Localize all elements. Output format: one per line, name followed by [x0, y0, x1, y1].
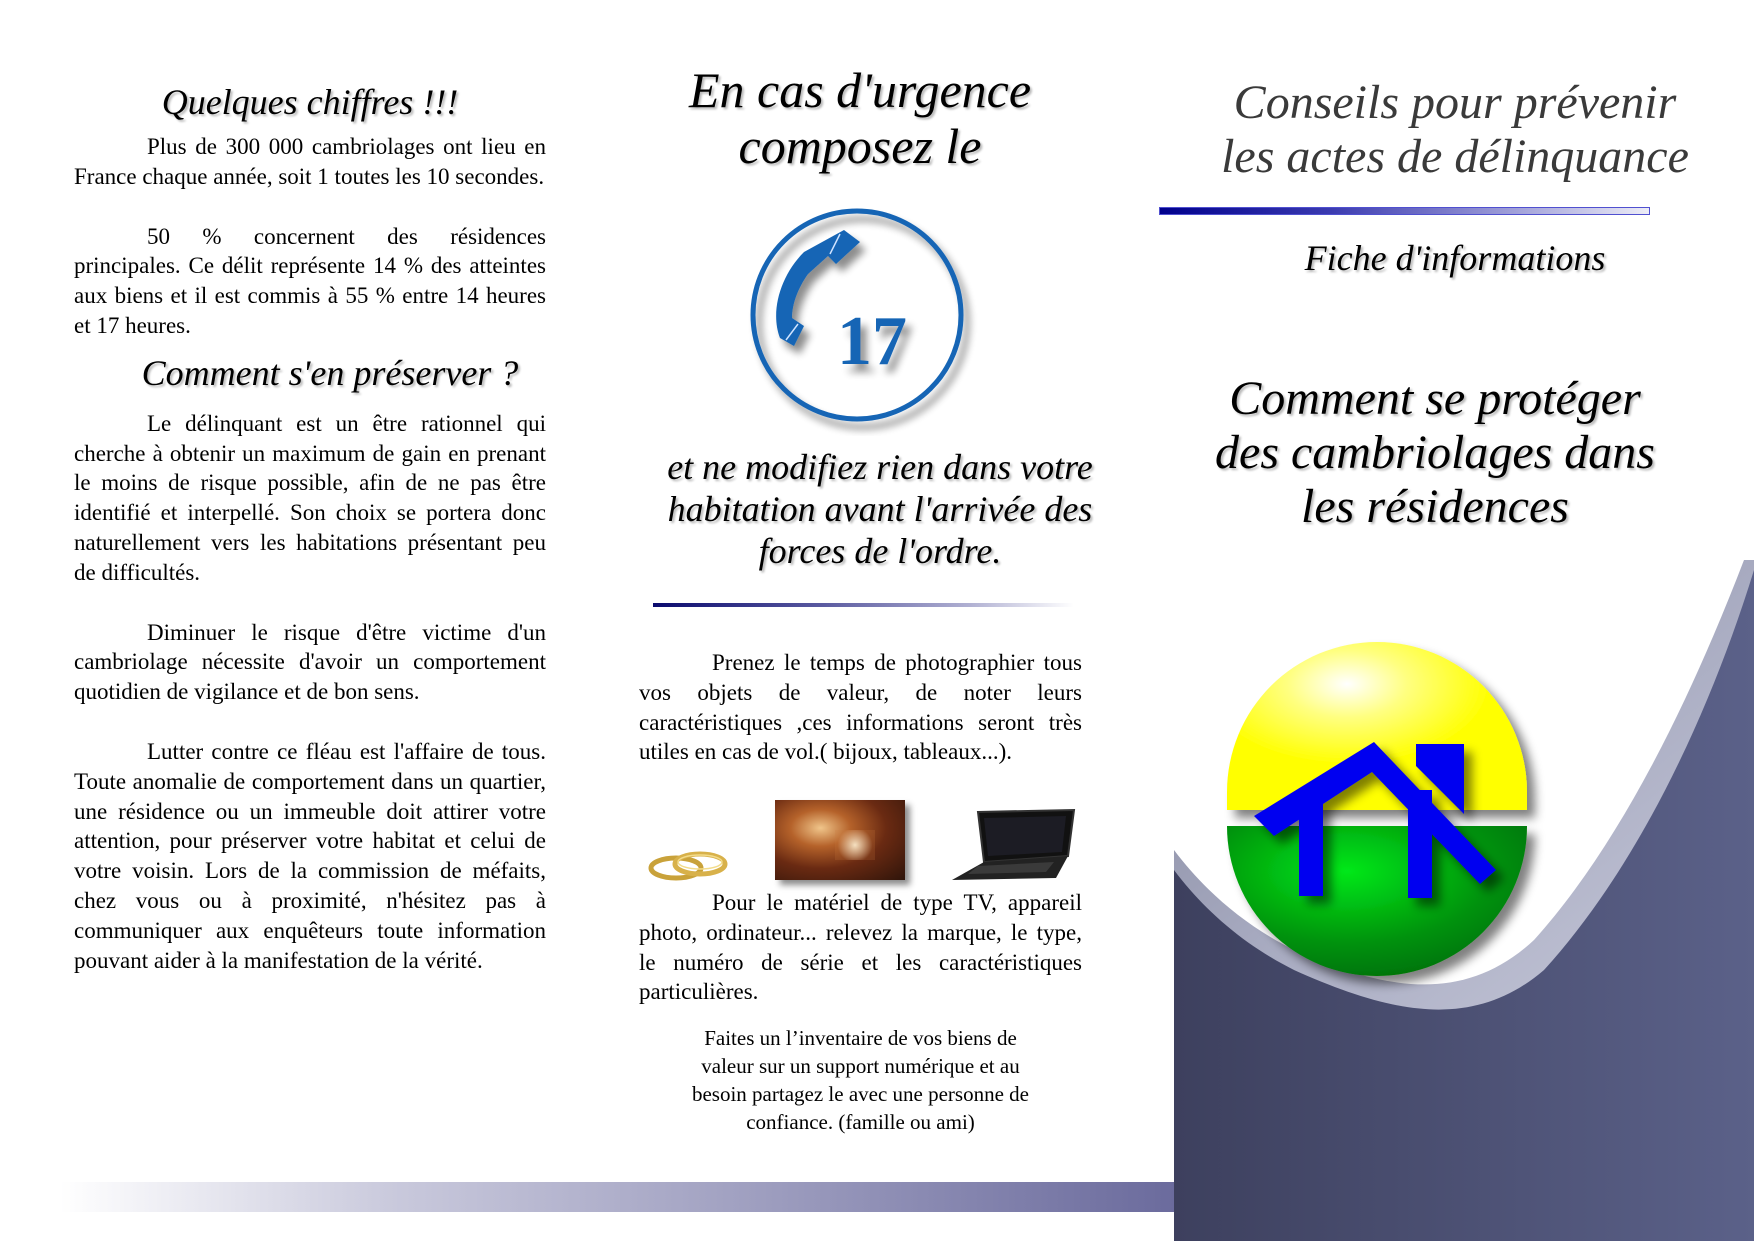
paragraph-materiel: Pour le matériel de type TV, appareil photo, ordinateur... relevez la marque, le type, le numéro de série et les caractéristiques particulières.	[639, 890, 1082, 1005]
emergency-title	[650, 62, 1070, 174]
phone-icon	[740, 196, 980, 436]
left-column	[74, 78, 546, 975]
paragraph-delinquant: Le délinquant est un être rationnel qui cherche à obtenir un maximum de gain en prenant le moins de risque possible, afin de ne pas être identifié et interpellé. Son choix se portera donc naturellement vers les habitations présentant peu de difficultés.	[74, 410, 546, 585]
cover-subtitle: Fiche d'informations	[1304, 238, 1606, 278]
cover-divider	[1159, 207, 1650, 215]
cover-decorative-panel	[1174, 560, 1754, 1241]
rings-photo-icon	[648, 844, 732, 884]
emergency-subtitle-line1: et ne modifiez rien dans votre	[667, 447, 1093, 487]
heading-comment-sen-preserver: Comment s'en préserver ?	[141, 352, 519, 393]
emergency-subtitle-line3: forces de l'ordre.	[758, 531, 1002, 571]
inventory-note-line4: confiance. (famille ou ami)	[746, 1110, 975, 1134]
valuables-photos	[648, 796, 1078, 886]
cover-main-heading	[1160, 372, 1710, 534]
paragraph-diminuer-risque: Diminuer le risque d'être victime d'un cambriolage nécessite d'avoir un comportement quotidien de vigilance et de bon sens.	[74, 619, 546, 705]
cover-main-line2: des cambriolages dans	[1215, 426, 1655, 479]
paragraph-statistics-1: Plus de 300 000 cambriolages ont lieu en France chaque année, soit 1 toutes les 10 secondes.	[74, 134, 546, 189]
cover-main-line3: les résidences	[1301, 480, 1569, 533]
equipment-advice	[639, 888, 1082, 1007]
emergency-subtitle	[640, 446, 1120, 572]
inventory-note-line3: besoin partagez le avec une personne de	[691, 1082, 1029, 1106]
inventory-note	[639, 1024, 1082, 1136]
photograph-advice	[639, 648, 1082, 767]
cover-title-line2: les actes de délinquance	[1221, 130, 1689, 183]
heading-quelques-chiffres: Quelques chiffres !!!	[161, 82, 459, 122]
emergency-phone-badge	[740, 196, 980, 436]
cover-main-line1: Comment se protéger	[1229, 372, 1641, 425]
cover-title-line1: Conseils pour prévenir	[1233, 76, 1677, 129]
emergency-number: 17	[837, 303, 907, 380]
painting-photo	[775, 800, 905, 880]
cover-title	[1160, 76, 1750, 184]
emergency-title-line1: En cas d'urgence	[688, 62, 1032, 118]
middle-divider	[653, 603, 1074, 607]
paragraph-lutter: Lutter contre ce fléau est l'affaire de tous. Toute anomalie de comportement dans un quartier, une résidence ou un immeuble doit attirer votre attention, pour préserver votre habitat et celui de votre voisin. Lors de la commission de méfaits, chez vous ou à proximité, n'hésitez pas à communiquer aux enquêteurs toute information pouvant aider à la manifestation de la vérité.	[74, 738, 546, 973]
painting-highlight	[835, 830, 875, 860]
emergency-subtitle-line2: habitation avant l'arrivée des	[667, 489, 1093, 529]
inventory-note-line2: valeur sur un support numérique et au	[701, 1054, 1020, 1078]
emergency-title-line2: composez le	[738, 118, 982, 174]
paragraph-statistics-2: 50 % concernent des résidences principales. Ce délit représente 14 % des atteintes aux biens et il est commis à 55 % entre 14 heures et 17 heures.	[74, 223, 546, 338]
paragraph-photographier: Prenez le temps de photographier tous vos objets de valeur, de noter leurs caractéristiques ,ces informations seront très utiles en cas de vol.( bijoux, tableaux...).	[639, 650, 1082, 765]
laptop-photo-icon	[948, 808, 1078, 884]
bottom-gradient-bar	[60, 1182, 1174, 1212]
swoosh-background-icon	[1174, 560, 1754, 1241]
inventory-note-line1: Faites un l’inventaire de vos biens de	[704, 1026, 1017, 1050]
